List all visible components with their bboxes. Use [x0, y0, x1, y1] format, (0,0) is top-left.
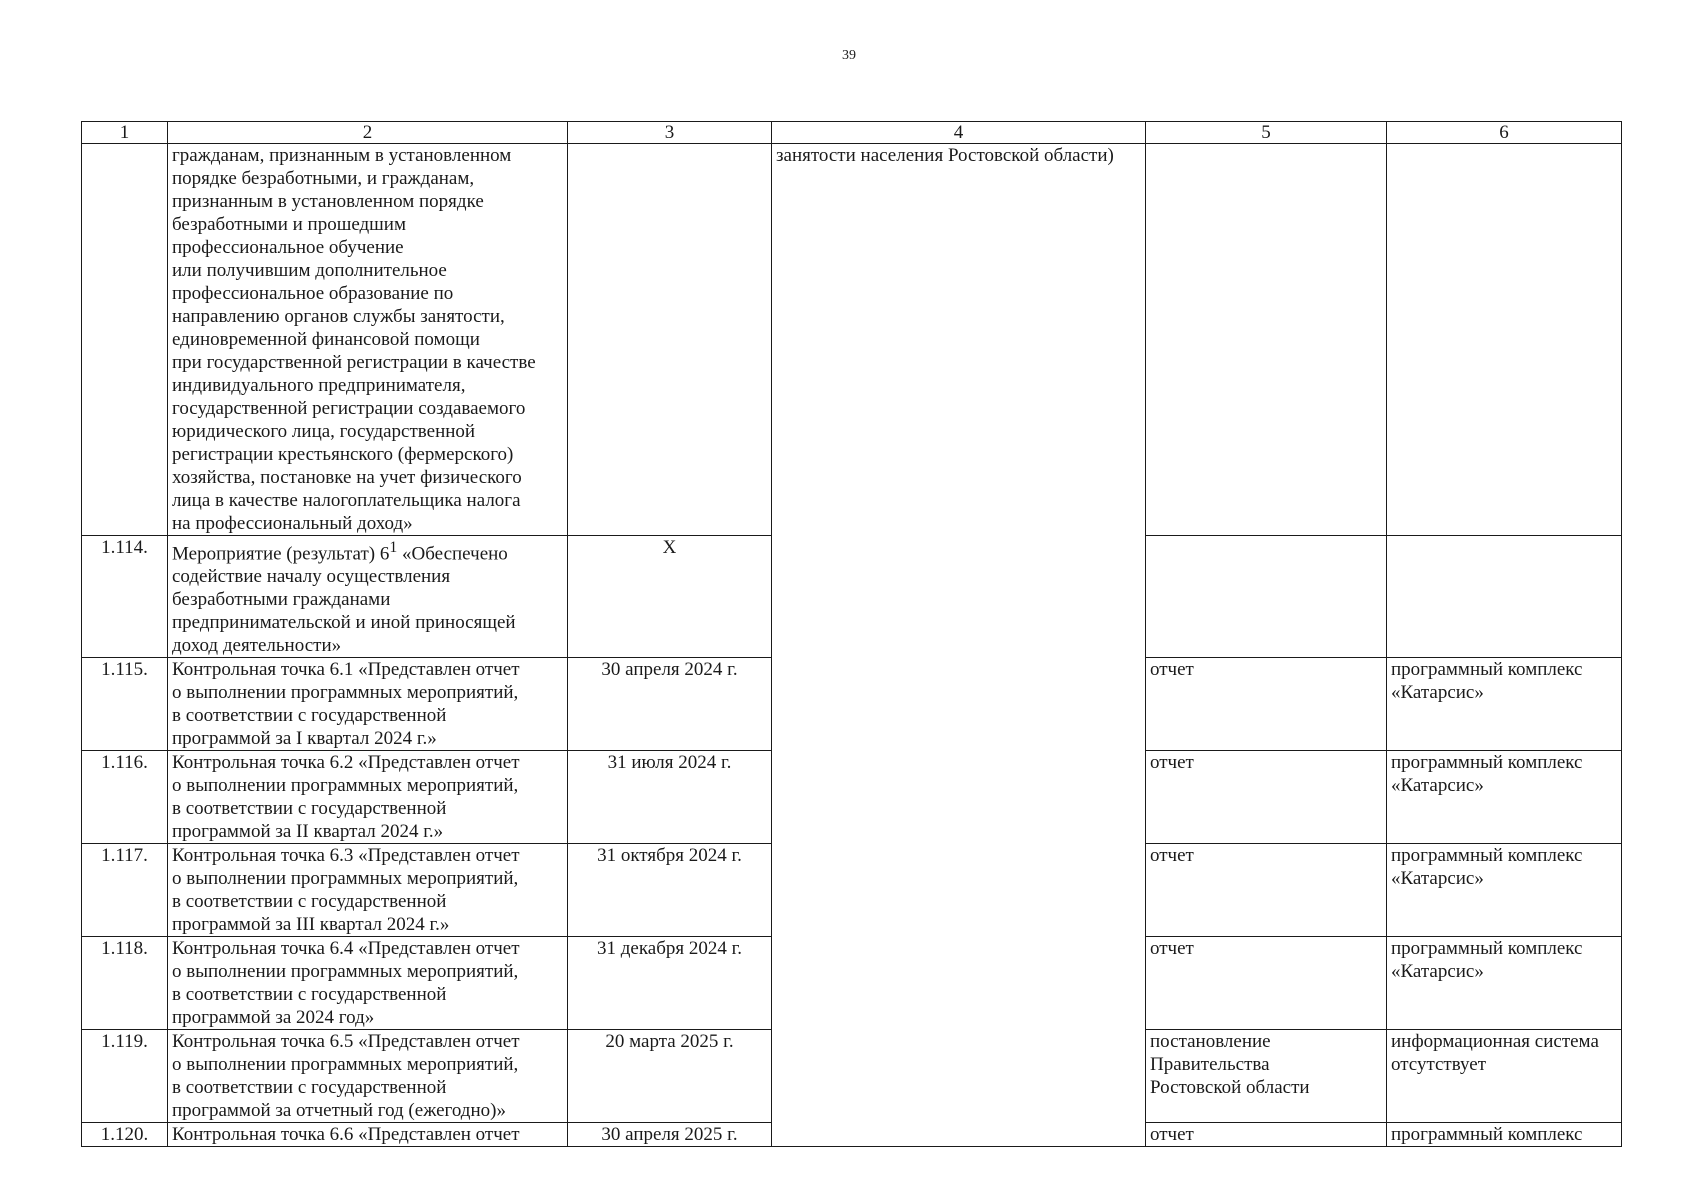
- row-deadline: X: [568, 536, 772, 658]
- header-row: [82, 122, 1622, 144]
- row-information-system: программный комплекс «Катарсис»: [1387, 751, 1622, 844]
- row-information-system: [1387, 144, 1622, 536]
- row-document-type: [1146, 144, 1387, 536]
- row-document-type: отчет: [1146, 937, 1387, 1030]
- row-document-type: отчет: [1146, 658, 1387, 751]
- event-title-rest: «Обеспечено содействие началу осуществления безработными гражданами предпринимательской и иной приносящей доход деятельности»: [172, 543, 516, 657]
- row-number: 1.117.: [82, 844, 168, 937]
- row-information-system: программный комплекс «Катарсис»: [1387, 844, 1622, 937]
- header-col-2: 2: [168, 122, 568, 144]
- row-deadline: [568, 144, 772, 536]
- header-col-1: 1: [82, 122, 168, 144]
- row-document-type: отчет: [1146, 751, 1387, 844]
- row-number: 1.115.: [82, 658, 168, 751]
- superscript-mark: 1: [389, 539, 398, 556]
- header-col-5: 5: [1146, 122, 1387, 144]
- row-description: Контрольная точка 6.1 «Представлен отчет о выполнении программных мероприятий, в соответствии с государственной программой за I квартал 2024 г.»: [168, 658, 568, 751]
- responsible-executor-cell: занятости населения Ростовской области): [772, 144, 1146, 1147]
- event-title: Мероприятие (результат) 6: [172, 543, 390, 565]
- header-col-6: 6: [1387, 122, 1622, 144]
- row-number: 1.118.: [82, 937, 168, 1030]
- row-description: Контрольная точка 6.4 «Представлен отчет о выполнении программных мероприятий, в соответствии с государственной программой за 2024 год»: [168, 937, 568, 1030]
- header-col-4: 4: [772, 122, 1146, 144]
- row-number: [82, 144, 168, 536]
- row-information-system: программный комплекс «Катарсис»: [1387, 937, 1622, 1030]
- row-deadline: 31 октября 2024 г.: [568, 844, 772, 937]
- row-description: Контрольная точка 6.5 «Представлен отчет о выполнении программных мероприятий, в соответствии с государственной программой за отчетный год (ежегодно)»: [168, 1030, 568, 1123]
- row-deadline: 30 апреля 2024 г.: [568, 658, 772, 751]
- row-number: 1.120.: [82, 1123, 168, 1147]
- row-document-type: [1146, 536, 1387, 658]
- row-information-system: программный комплекс: [1387, 1123, 1622, 1147]
- row-number: 1.116.: [82, 751, 168, 844]
- row-document-type: постановление Правительства Ростовской области: [1146, 1030, 1387, 1123]
- table-row-continuation: [82, 144, 1622, 536]
- row-information-system: [1387, 536, 1622, 658]
- row-deadline: 30 апреля 2025 г.: [568, 1123, 772, 1147]
- row-deadline: 31 декабря 2024 г.: [568, 937, 772, 1030]
- row-document-type: отчет: [1146, 844, 1387, 937]
- row-number: 1.119.: [82, 1030, 168, 1123]
- row-deadline: 20 марта 2025 г.: [568, 1030, 772, 1123]
- row-information-system: информационная система отсутствует: [1387, 1030, 1622, 1123]
- row-document-type: отчет: [1146, 1123, 1387, 1147]
- row-description: Контрольная точка 6.6 «Представлен отчет: [168, 1123, 568, 1147]
- plan-table: [81, 121, 1622, 1147]
- row-description: [168, 536, 568, 658]
- row-information-system: программный комплекс «Катарсис»: [1387, 658, 1622, 751]
- row-deadline: 31 июля 2024 г.: [568, 751, 772, 844]
- row-description: гражданам, признанным в установленном порядке безработными, и гражданам, признанным в установленном порядке безработными и прошедшим профессиональное обучение или получившим дополнительное профессиональное образование по направлению органов службы занятости, единовременной финансовой помощи при государственной регистрации в качестве индивидуального предпринимателя, государственной регистрации создаваемого юридического лица, государственной регистрации крестьянского (фермерского) хозяйства, постановке на учет физического лица в качестве налогоплательщика налога на профессиональный доход»: [168, 144, 568, 536]
- row-description: Контрольная точка 6.3 «Представлен отчет о выполнении программных мероприятий, в соответствии с государственной программой за III квартал 2024 г.»: [168, 844, 568, 937]
- header-col-3: 3: [568, 122, 772, 144]
- row-description: Контрольная точка 6.2 «Представлен отчет о выполнении программных мероприятий, в соответствии с государственной программой за II квартал 2024 г.»: [168, 751, 568, 844]
- page-number: 39: [842, 48, 856, 63]
- row-number: 1.114.: [82, 536, 168, 658]
